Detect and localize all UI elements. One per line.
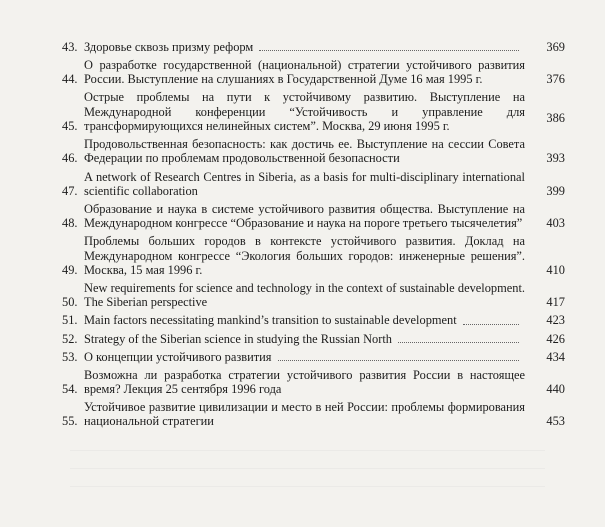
toc-entry: [62, 350, 565, 364]
toc-entry-title: О разработке государственной (национальной) стратегии устойчивого развития России. Выступление на слушаниях в Государственной Думе 16 мая 1995 г.: [84, 58, 525, 87]
toc-entry-title-text: Здоровье сквозь призму реформ: [84, 40, 254, 54]
toc-entry-number: 55.: [62, 414, 78, 429]
toc-entry: [62, 313, 565, 327]
toc-entry: [62, 281, 565, 310]
toc-entry-page-number: 423: [546, 313, 565, 328]
toc-entry: [62, 234, 565, 277]
toc-entry-page-number: 369: [546, 40, 565, 54]
toc-entry: [62, 58, 565, 87]
show-through-line: [70, 486, 545, 487]
toc-entry: [62, 90, 565, 133]
dot-leader: [398, 342, 519, 343]
toc-entry-number: 45.: [62, 119, 78, 134]
toc-entry-page-number: 393: [546, 151, 565, 166]
toc-entry-title: Проблемы больших городов в контексте устойчивого развития. Доклад на Международном конгрессе “Экология больших городов: инженерные решения”. Москва, 15 мая 1996 г.: [84, 234, 525, 277]
toc-entry-number: 51.: [62, 313, 78, 328]
toc-entry: [62, 137, 565, 166]
toc-entry-page-number: 376: [546, 72, 565, 87]
toc-entry-number: 54.: [62, 382, 78, 396]
toc-entry-number: 44.: [62, 72, 78, 87]
toc-entry-title: [84, 40, 525, 54]
show-through-line: [70, 450, 545, 451]
toc-entry: [62, 40, 565, 54]
toc-entry-title: Образование и наука в системе устойчивого развития общества. Выступление на Международном конгрессе “Образование и наука на пороге третьего тысячелетия”: [84, 201, 525, 231]
toc-entry: [62, 400, 565, 429]
toc-entry-number: 46.: [62, 151, 78, 166]
toc-entry-page-number: 399: [546, 183, 565, 198]
toc-entry-title: [84, 350, 525, 364]
toc-entry-page-number: 386: [546, 111, 565, 126]
toc-entry-title: Острые проблемы на пути к устойчивому развитию. Выступление на Международной конференции “Устойчивость и управление для трансформирующихся нелинейных систем”. Москва, 29 июня 1995 г.: [84, 90, 525, 134]
toc-entry-title: Продовольственная безопасность: как достичь ее. Выступление на сессии Совета Федерации по проблемам продовольственной безопасности: [84, 137, 525, 166]
toc-entry-title: A network of Research Centres in Siberia, as a basis for multi-disciplinary international scientific collaboration: [84, 169, 525, 198]
toc-entry-title: [84, 313, 525, 327]
toc-entry-title: New requirements for science and technology in the context of sustainable development. The Siberian perspective: [84, 281, 525, 310]
toc-entry: [62, 368, 565, 397]
toc-entry-title: Возможна ли разработка стратегии устойчивого развития России в настоящее время? Лекция 25 сентября 1996 года: [84, 367, 525, 396]
toc-entry: [62, 332, 565, 346]
toc-entry-number: 50.: [62, 295, 78, 310]
toc-entry-number: 47.: [62, 183, 78, 198]
toc-entry-number: 48.: [62, 216, 78, 231]
toc-entry-title-text: Main factors necessitating mankind’s transition to sustainable development: [84, 313, 457, 328]
toc-entry-number: 49.: [62, 262, 78, 277]
toc-entry-page-number: 417: [546, 295, 565, 310]
toc-entry-title-text: Strategy of the Siberian science in studying the Russian North: [84, 331, 392, 346]
toc-entry-number: 43.: [62, 40, 78, 54]
toc-entry: [62, 170, 565, 199]
toc-entry-title-text: О концепции устойчивого развития: [84, 349, 272, 364]
toc-entry-page-number: 426: [546, 331, 565, 346]
toc-entry-page-number: 453: [546, 414, 565, 429]
toc-entry-page-number: 410: [546, 262, 565, 277]
dot-leader: [278, 360, 520, 361]
toc-entry-number: 52.: [62, 331, 78, 346]
dot-leader: [463, 324, 519, 325]
toc-entry-title: Устойчивое развитие цивилизации и место в ней России: проблемы формирования национальной стратегии: [84, 400, 525, 429]
toc-entry-page-number: 440: [546, 382, 565, 396]
dot-leader: [259, 50, 519, 51]
table-of-contents: [62, 40, 565, 429]
toc-entry-page-number: 403: [546, 216, 565, 231]
show-through-line: [70, 468, 545, 469]
toc-entry-page-number: 434: [546, 349, 565, 364]
toc-entry-title: [84, 332, 525, 346]
toc-entry: [62, 202, 565, 231]
toc-entry-number: 53.: [62, 349, 78, 364]
